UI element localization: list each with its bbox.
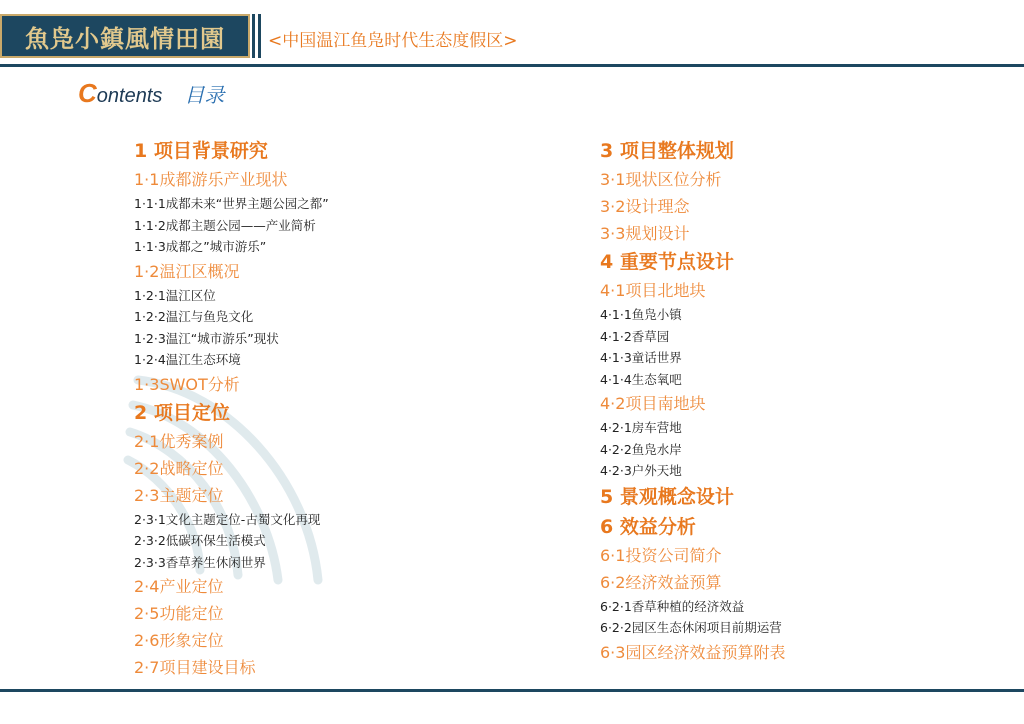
toc-entry-level-3[interactable]: 1·2·4温江生态环境: [134, 352, 241, 367]
toc-entry-level-3[interactable]: 2·3·1文化主题定位-古蜀文化再现: [134, 511, 321, 527]
contents-heading: [78, 78, 224, 109]
toc-entry-level-1[interactable]: 5 景观概念设计: [600, 485, 734, 508]
header-subtitle: <中国温江鱼凫时代生态度假区>: [268, 31, 518, 51]
toc-entry-level-3[interactable]: 4·1·4生态氧吧: [600, 371, 682, 387]
toc-entry-level-3[interactable]: 2·3·2低碳环保生活模式: [134, 533, 266, 548]
toc-entry-level-1[interactable]: 2 项目定位: [134, 401, 230, 424]
toc-entry-level-3[interactable]: 4·2·1房车营地: [600, 420, 682, 435]
toc-right-column: [600, 136, 785, 666]
toc-entry-level-3[interactable]: 4·2·3户外天地: [600, 463, 682, 478]
contents-initial: C: [78, 78, 97, 108]
toc-entry-level-2[interactable]: 1·2温江区概况: [134, 261, 240, 281]
contents-rest: ontents: [96, 85, 163, 107]
toc-entry-level-2[interactable]: 6·1投资公司简介: [600, 545, 722, 565]
toc-entry-level-3[interactable]: 6·2·2园区生态休闲项目前期运营: [600, 620, 782, 635]
contents-cn: 目录: [184, 85, 225, 107]
logo-bars: [252, 14, 261, 58]
toc-entry-level-2[interactable]: 2·2战略定位: [134, 458, 224, 478]
toc-entry-level-2[interactable]: 6·3园区经济效益预算附表: [600, 642, 786, 662]
toc-entry-level-2[interactable]: 1·1成都游乐产业现状: [134, 170, 288, 189]
header-logo: [0, 14, 250, 58]
bottom-divider: [0, 689, 1024, 692]
top-divider: [0, 64, 1024, 67]
toc-entry-level-3[interactable]: 1·1·2成都主题公园——产业简析: [134, 217, 316, 233]
toc-entry-level-2[interactable]: 4·1项目北地块: [600, 281, 706, 300]
toc-entry-level-3[interactable]: 4·2·2鱼凫水岸: [600, 441, 682, 457]
toc-entry-level-3[interactable]: 6·2·1香草种植的经济效益: [600, 598, 745, 614]
toc-entry-level-1[interactable]: 6 效益分析: [600, 515, 696, 538]
toc-entry-level-2[interactable]: 6·2经济效益预算: [600, 572, 722, 592]
toc-entry-level-2[interactable]: 2·3主题定位: [134, 485, 224, 505]
toc-entry-level-2[interactable]: 2·5功能定位: [134, 604, 224, 623]
toc-entry-level-3[interactable]: 1·2·2温江与鱼凫文化: [134, 309, 254, 324]
toc-entry-level-2[interactable]: 3·1现状区位分析: [600, 170, 722, 189]
toc-entry-level-2[interactable]: 3·3规划设计: [600, 224, 690, 243]
toc-entry-level-3[interactable]: 4·1·2香草园: [600, 328, 670, 344]
toc-entry-level-3[interactable]: 4·1·3童话世界: [600, 350, 682, 365]
toc-entry-level-1[interactable]: 4 重要节点设计: [600, 251, 734, 273]
toc-entry-level-3[interactable]: 1·2·1温江区位: [134, 287, 216, 303]
toc-entry-level-3[interactable]: 2·3·3香草养生休闲世界: [134, 554, 266, 570]
toc-entry-level-3[interactable]: 1·2·3温江“城市游乐”现状: [134, 330, 279, 346]
toc-entry-level-1[interactable]: 3 项目整体规划: [600, 140, 734, 162]
toc-entry-level-3[interactable]: 1·1·1成都未来“世界主题公园之都”: [134, 196, 329, 211]
toc-left-column: [134, 136, 329, 681]
toc-entry-level-3[interactable]: 1·1·3成都之”城市游乐”: [134, 239, 267, 254]
logo-text: 魚凫小鎮風情田園: [25, 23, 225, 53]
toc-entry-level-2[interactable]: 1·3SWOT分析: [134, 374, 240, 394]
toc-entry-level-2[interactable]: 4·2项目南地块: [600, 394, 706, 413]
toc-entry-level-2[interactable]: 3·2设计理念: [600, 197, 690, 216]
toc-entry-level-2[interactable]: 2·6形象定位: [134, 631, 224, 650]
toc-entry-level-2[interactable]: 2·1优秀案例: [134, 431, 224, 451]
toc-entry-level-2[interactable]: 2·7项目建设目标: [134, 658, 256, 677]
toc-entry-level-1[interactable]: 1 项目背景研究: [134, 140, 268, 162]
toc-entry-level-2[interactable]: 2·4产业定位: [134, 577, 224, 596]
toc-entry-level-3[interactable]: 4·1·1鱼凫小镇: [600, 307, 682, 322]
